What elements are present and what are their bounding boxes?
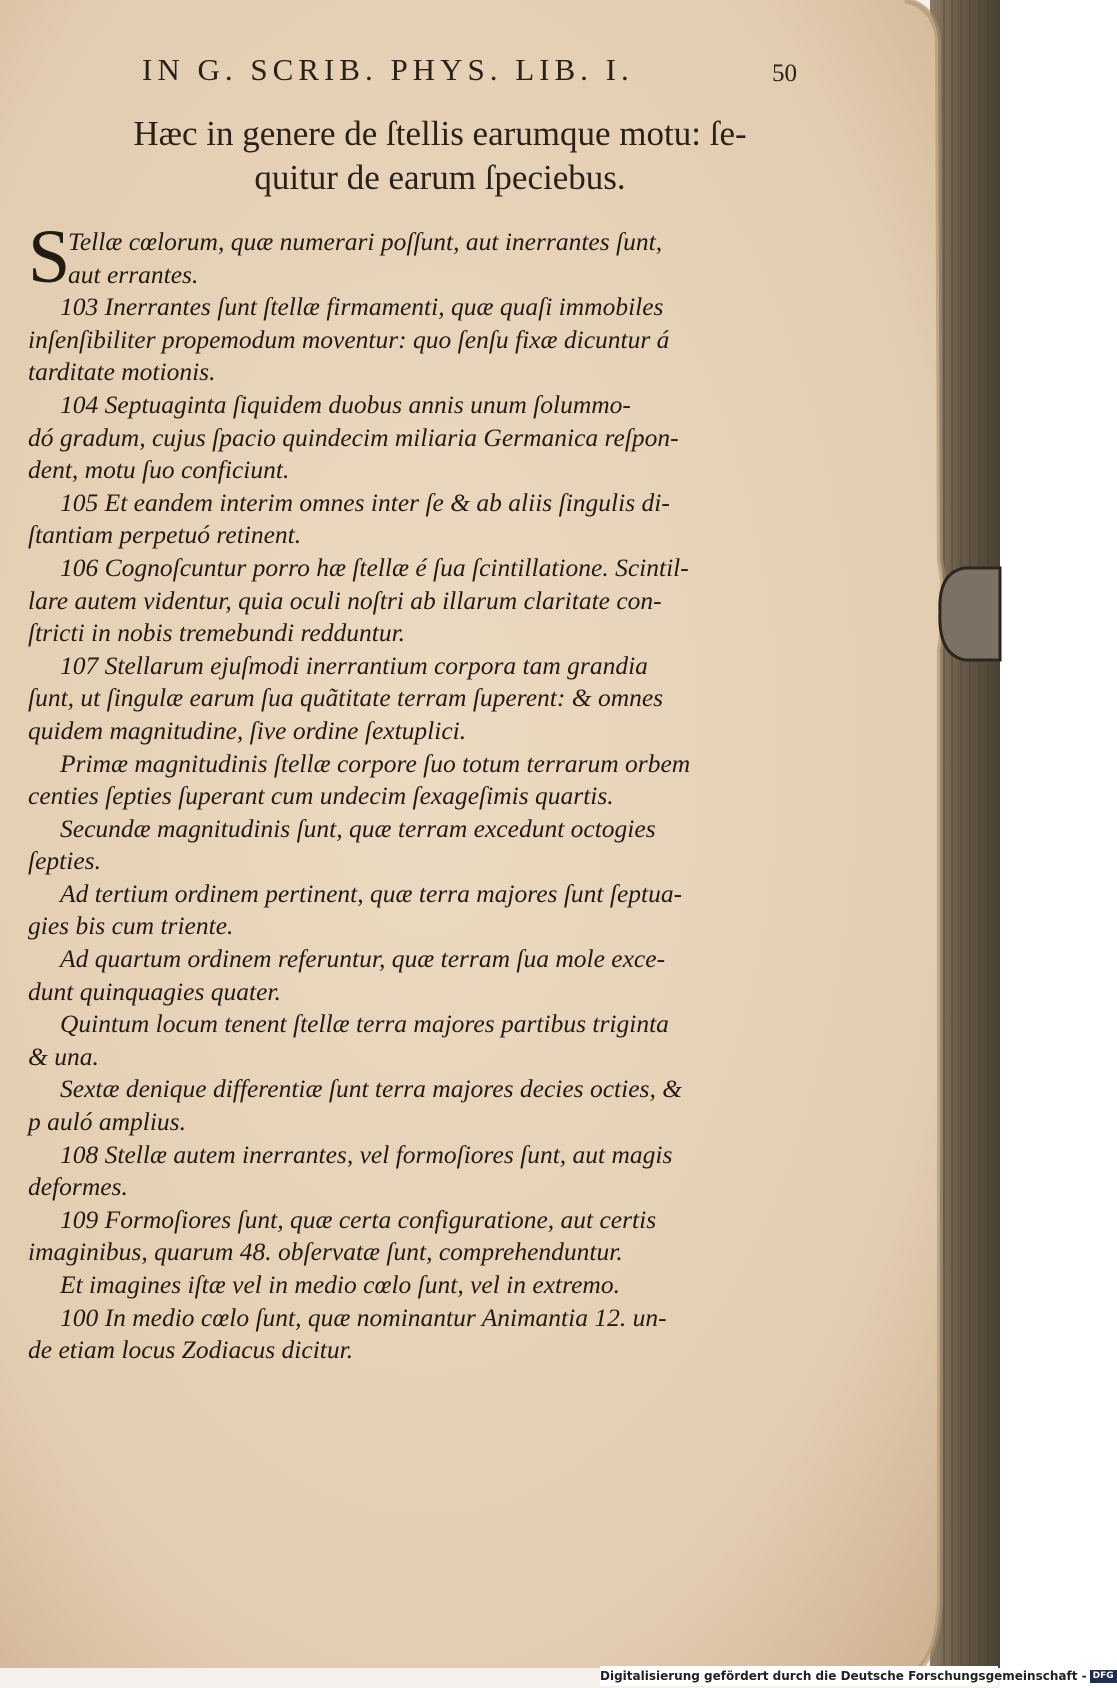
body-text bbox=[28, 215, 810, 1367]
text-line: 103 Inerrantes ſunt ſtellæ firmamenti, quæ quaſi immobiles bbox=[60, 292, 664, 322]
text-line: lare autem videntur, quia oculi noſtri ab illarum claritate con- bbox=[28, 585, 662, 615]
paragraph-105-cont bbox=[28, 519, 810, 552]
text-line: deformes. bbox=[28, 1172, 128, 1202]
footer-text: Digitalisierung gefördert durch die Deutsche Forschungsgemeinschaft - bbox=[600, 1669, 1087, 1683]
dfg-logo: DFG bbox=[1090, 1670, 1117, 1683]
paragraph-quintum-cont bbox=[28, 1041, 810, 1074]
section-heading bbox=[60, 112, 820, 200]
paragraph-imagines bbox=[28, 1269, 810, 1302]
drop-capital: S bbox=[28, 215, 71, 299]
paragraph-109-cont bbox=[28, 1236, 810, 1269]
text-line: 109 Formoſiores ſunt, quæ certa configuratione, aut certis bbox=[60, 1204, 657, 1234]
paragraph-sextae-cont bbox=[28, 1106, 810, 1139]
text-line: 108 Stellæ autem inerrantes, vel formoſiores ſunt, aut magis bbox=[60, 1139, 673, 1169]
text-line: Tellæ cœlorum, quæ numerari poſſunt, aut inerrantes ſunt, bbox=[68, 227, 663, 256]
text-line: Et imagines iſtæ vel in medio cœlo ſunt, vel in extremo. bbox=[60, 1270, 620, 1299]
text-line: 106 Cognoſcuntur porro hæ ſtellæ é ſua ſcintillatione. Scintil- bbox=[60, 552, 689, 582]
paragraph-109 bbox=[28, 1204, 810, 1237]
text-line: Secundæ magnitudinis ſunt, quæ terram excedunt octogies bbox=[60, 813, 656, 843]
text-line: Quintum locum tenent ſtellæ terra majores partibus triginta bbox=[60, 1009, 669, 1039]
text-line: 104 Septuaginta ſiquidem duobus annis unum ſolummo- bbox=[60, 389, 631, 419]
text-line: imaginibus, quarum 48. obſervatæ ſunt, comprehenduntur. bbox=[28, 1237, 623, 1267]
paragraph-secundae-cont bbox=[28, 845, 810, 878]
paragraph-107-cont bbox=[28, 682, 810, 747]
paragraph-quartum-cont bbox=[28, 976, 810, 1009]
text-line: ſtricti in nobis tremebundi redduntur. bbox=[28, 618, 406, 648]
text-line: quidem magnitudine, ſive ordine ſextuplici. bbox=[28, 715, 467, 745]
paragraph-prima-cont bbox=[28, 780, 810, 813]
paragraph-105 bbox=[28, 487, 810, 520]
text-line: dent, motu ſuo conficiunt. bbox=[28, 455, 290, 485]
page-number: 50 bbox=[772, 60, 797, 87]
paragraph-100-cont bbox=[28, 1334, 810, 1367]
paragraph-108 bbox=[28, 1139, 810, 1172]
text-line: & una. bbox=[28, 1041, 99, 1071]
text-line: Sextæ denique differentiæ ſunt terra majores decies octies, & bbox=[60, 1074, 683, 1104]
running-head: IN G. SCRIB. PHYS. LIB. I. bbox=[142, 52, 634, 87]
paragraph-108-cont bbox=[28, 1171, 810, 1204]
page-header bbox=[0, 52, 1000, 92]
text-line: dó gradum, cujus ſpacio quindecim miliaria Germanica reſpon- bbox=[28, 422, 679, 452]
paragraph-first bbox=[28, 215, 810, 299]
paragraph-103-cont bbox=[28, 324, 810, 389]
section-heading-line: quitur de earum ſpeciebus. bbox=[254, 158, 626, 197]
paragraph-103 bbox=[28, 291, 810, 324]
text-line: Primæ magnitudinis ſtellæ corpore ſuo totum terrarum orbem bbox=[60, 748, 691, 778]
paragraph-104-cont bbox=[28, 422, 810, 487]
paragraph-104 bbox=[28, 389, 810, 422]
digitization-footer bbox=[600, 1666, 1114, 1686]
text-line: centies ſepties ſuperant cum undecim ſexageſimis quartis. bbox=[28, 781, 614, 811]
text-line: inſenſibiliter propemodum moventur: quo ſenſu fixæ dicuntur á bbox=[28, 324, 670, 354]
text-line: p auló amplius. bbox=[28, 1107, 186, 1137]
text-line: gies bis cum triente. bbox=[28, 911, 234, 941]
text-line: tarditate motionis. bbox=[28, 357, 216, 387]
paragraph-106 bbox=[28, 552, 810, 585]
paragraph-sextae bbox=[28, 1073, 810, 1106]
section-heading-line: Hæc in genere de ſtellis earumque motu: ſe- bbox=[133, 114, 747, 153]
paragraph-prima bbox=[28, 748, 810, 781]
text-line: 107 Stellarum ejuſmodi inerrantium corpora tam grandia bbox=[60, 650, 648, 680]
text-line: 105 Et eandem interim omnes inter ſe & ab aliis ſingulis di- bbox=[60, 487, 670, 517]
paragraph-tertium-cont bbox=[28, 910, 810, 943]
text-line: Ad quartum ordinem referuntur, quæ terram ſua mole exce- bbox=[60, 944, 666, 974]
text-line: dunt quinquagies quater. bbox=[28, 976, 281, 1006]
text-line: aut errantes. bbox=[68, 259, 199, 289]
paragraph-secundae bbox=[28, 813, 810, 846]
paragraph-107 bbox=[28, 650, 810, 683]
text-line: Ad tertium ordinem pertinent, quæ terra majores ſunt ſeptua- bbox=[60, 878, 683, 908]
text-line: ſtantiam perpetuó retinent. bbox=[28, 520, 302, 550]
text-line: ſepties. bbox=[28, 846, 101, 876]
paragraph-tertium bbox=[28, 878, 810, 911]
paragraph-100 bbox=[28, 1302, 810, 1335]
paragraph-quintum bbox=[28, 1008, 810, 1041]
text-line: ſunt, ut ſingulæ earum ſua quãtitate terram ſuperent: & omnes bbox=[28, 683, 664, 713]
text-line: de etiam locus Zodiacus dicitur. bbox=[28, 1335, 354, 1365]
paragraph-106-cont bbox=[28, 585, 810, 650]
text-line: 100 In medio cœlo ſunt, quæ nominantur Animantia 12. un- bbox=[60, 1302, 667, 1332]
paragraph-quartum bbox=[28, 943, 810, 976]
